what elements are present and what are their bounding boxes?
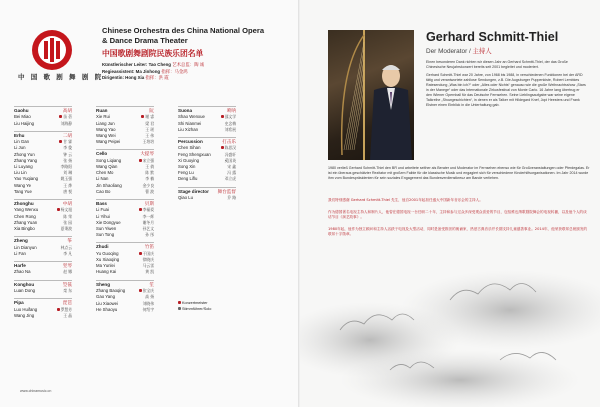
member-name: Zhong Yun bbox=[14, 151, 35, 157]
roster-column-1 bbox=[14, 106, 72, 323]
section-title-text: Ruan bbox=[96, 108, 108, 113]
section-title bbox=[178, 187, 236, 195]
director-cn: 指挥：马金鸿 bbox=[161, 68, 188, 74]
member-name-cn: 王 伟 bbox=[145, 133, 154, 139]
member-name-cn: 陈 默 bbox=[145, 170, 154, 176]
roster-section bbox=[178, 187, 236, 202]
member-name-cn: 邓立虎 bbox=[224, 176, 236, 182]
member-row bbox=[96, 307, 154, 313]
member-name: Liu Xiaowei bbox=[96, 300, 118, 306]
member-row bbox=[14, 269, 72, 275]
member-name: Liu Lin bbox=[14, 170, 27, 176]
roster-section bbox=[14, 236, 72, 257]
member-row bbox=[178, 127, 236, 133]
cn-paragraph-1: 我们特别感谢 Gerhard Schmitt-Thiel 先生，他自2001年起担任盛大中国新年音乐会的主持人。 bbox=[328, 198, 483, 202]
section-title-text: Erhu bbox=[14, 132, 25, 138]
cn-paragraph-2: 作为德国著名电视主持人和制片人，他曾在德国电视一台任职二十年，主持和参与过众多深受观众喜爱的节目，包括维也纳歌剧院舞会的电视转播，以及他个人的谈话节目《演艺故事》。 bbox=[328, 210, 587, 220]
member-name-cn: 钟 云 bbox=[63, 151, 72, 157]
member-name-cn: 栾 东 bbox=[63, 288, 72, 294]
member-name-cn: 唐 悦 bbox=[63, 188, 72, 194]
member-name-cn: 王 烨 bbox=[63, 182, 72, 188]
member-name: Luan Dong bbox=[14, 288, 36, 294]
member-name-cn: 曹 波 bbox=[145, 188, 154, 194]
member-name-cn: 刘海静 bbox=[60, 120, 72, 126]
section-title-text: Gaohu bbox=[14, 108, 29, 113]
member-row bbox=[96, 232, 154, 238]
member-name-cn: 王培培 bbox=[142, 139, 154, 145]
legend-concertmeister: Konzertmeister bbox=[182, 301, 208, 305]
member-row bbox=[14, 121, 72, 127]
section-title bbox=[96, 106, 154, 114]
concertmeister-marker-icon bbox=[139, 289, 142, 292]
member-name-cn: 谢 睿 bbox=[141, 114, 154, 120]
member-name: Ma Yunlei bbox=[96, 263, 115, 269]
section-title-cn: 竹笛 bbox=[144, 244, 154, 250]
member-name: Huang Kai bbox=[96, 269, 117, 275]
section-title bbox=[96, 280, 154, 288]
member-name: Feng Lu bbox=[178, 170, 194, 176]
concertmeister-marker-icon bbox=[139, 208, 142, 211]
member-name-cn: 张 园 bbox=[63, 219, 72, 225]
member-name: He Shaoyu bbox=[96, 306, 118, 312]
member-name-cn: 张宝庆 bbox=[139, 288, 154, 294]
member-name-cn: 冯 露 bbox=[227, 170, 236, 176]
member-name: Li Luyang bbox=[14, 164, 33, 170]
concertmeister-marker-icon bbox=[59, 140, 62, 143]
member-row bbox=[96, 189, 154, 195]
moderator-role-cn: 主持人 bbox=[472, 48, 492, 55]
conductor: Dirigentin: Hong Xia bbox=[102, 75, 145, 81]
artistic-leader-cn: 艺术总监：陶 诚 bbox=[172, 62, 205, 67]
section-title-text: Stage director bbox=[178, 188, 209, 194]
leadership-list bbox=[102, 62, 204, 82]
member-name: Feng Shengxuan bbox=[178, 151, 211, 157]
member-name-cn: 宋立强 bbox=[139, 158, 154, 164]
member-name-cn: 甘 霖 bbox=[59, 139, 72, 145]
concertmeister-marker-icon bbox=[139, 159, 142, 162]
section-title-text: Cello bbox=[96, 151, 108, 157]
moderator-role-de: Der Moderator / bbox=[426, 48, 473, 55]
orchestra-logo-icon bbox=[30, 28, 74, 72]
concertmeister-marker-icon bbox=[221, 146, 224, 149]
member-name: Shao Wenxue bbox=[178, 114, 205, 120]
section-title bbox=[96, 149, 154, 157]
member-name-cn: 陈思汉 bbox=[221, 145, 236, 151]
roster-section bbox=[14, 261, 72, 276]
section-title bbox=[14, 131, 72, 139]
section-title-text: Zhonghu bbox=[14, 201, 34, 207]
member-name: Jin Shaoliang bbox=[96, 182, 122, 188]
member-name: Wang Wei bbox=[96, 133, 116, 139]
section-title-cn: 贝斯 bbox=[144, 201, 154, 207]
artistic-leader: Künstlerischer Leiter: Tao Cheng bbox=[102, 62, 171, 67]
member-name: Chen Sihan bbox=[178, 145, 201, 151]
logo-text: 中 国 歌 剧 舞 剧 院 bbox=[18, 73, 104, 81]
member-name: Xu Xiaoqing bbox=[96, 257, 120, 263]
roster-section bbox=[14, 280, 72, 295]
member-name-cn: 陈 荣 bbox=[63, 213, 72, 219]
member-name: Wang Ye bbox=[14, 182, 32, 188]
member-name: Xie Dongyue bbox=[96, 219, 121, 225]
roster-section bbox=[96, 280, 154, 313]
member-name-cn: 李一辉 bbox=[142, 213, 154, 219]
member-name-cn: 王 晶 bbox=[63, 312, 72, 318]
member-name-cn: 乔 路 bbox=[227, 195, 236, 201]
member-name-cn: 夏秉波 bbox=[60, 226, 72, 232]
member-row bbox=[14, 313, 72, 319]
member-row bbox=[96, 139, 154, 145]
section-title-cn: 唢呐 bbox=[226, 108, 236, 113]
section-title-text: Zheng bbox=[14, 238, 28, 244]
section-title bbox=[14, 199, 72, 207]
member-name: Liu Haijing bbox=[14, 120, 35, 126]
member-name: Wang Peipei bbox=[96, 139, 121, 145]
member-name: Cao Bo bbox=[96, 188, 111, 194]
member-row bbox=[14, 226, 72, 232]
section-title bbox=[14, 280, 72, 288]
member-name: Wang Yao bbox=[96, 126, 116, 132]
member-row bbox=[14, 251, 72, 257]
section-title-cn: 中胡 bbox=[62, 201, 72, 207]
roster-section bbox=[14, 131, 72, 195]
member-name-cn: 李福爱 bbox=[139, 207, 154, 213]
member-name: Yu Guoqing bbox=[96, 250, 119, 256]
member-row bbox=[14, 288, 72, 294]
member-name: Bei Miao bbox=[14, 114, 31, 120]
roster-section bbox=[14, 199, 72, 232]
section-title-cn: 箜篌 bbox=[62, 281, 72, 287]
member-name-cn: 徐晓庆 bbox=[142, 257, 154, 263]
member-name: Li Nan bbox=[96, 176, 109, 182]
member-name: Liu Xizhan bbox=[178, 126, 199, 132]
member-name-cn: 孙 彤 bbox=[145, 232, 154, 238]
section-title-text: Pipa bbox=[14, 300, 24, 306]
member-name: Zhao Na bbox=[14, 269, 31, 275]
member-name-cn: 谢冬月 bbox=[142, 219, 154, 225]
orchestra-title-line1: Chinese Orchestra des China National Opera bbox=[102, 26, 265, 35]
member-name: Li Fan bbox=[14, 250, 26, 256]
member-name: Sun Yiwen bbox=[96, 226, 117, 232]
member-name: Li Yihui bbox=[96, 213, 110, 219]
roster-section bbox=[96, 149, 154, 195]
member-name: Li Jun bbox=[14, 145, 26, 151]
roster-section bbox=[178, 137, 236, 183]
footer-url[interactable]: www.chinamusic.cn bbox=[20, 389, 52, 393]
member-name-cn: 赵 娜 bbox=[63, 269, 72, 275]
conductor-cn: 指挥：洪 霞 bbox=[145, 75, 169, 81]
bio-paragraph-1: Einen besonderen Dank richten wir diesen Jahr an Gerhard Schmitt-Thiel, der das Große Chinesische Neujahrskonzert bereits seit 2001 begleitet und moderiert. bbox=[426, 60, 568, 69]
section-title bbox=[14, 236, 72, 244]
member-name: Song Xin bbox=[178, 164, 196, 170]
section-title-cn: 琵琶 bbox=[62, 300, 72, 306]
member-name: Li Fuai bbox=[96, 207, 109, 213]
section-title-text: Suona bbox=[178, 108, 193, 113]
member-name: Gao Yang bbox=[96, 294, 115, 300]
member-name-cn: 李路阳 bbox=[60, 164, 72, 170]
section-title-cn: 笙 bbox=[149, 281, 154, 287]
member-row bbox=[178, 176, 236, 182]
roster-section bbox=[178, 106, 236, 133]
member-name: Chen Mo bbox=[96, 170, 114, 176]
roster-section bbox=[14, 106, 72, 127]
bio-paragraph-3: 1980 verließ Gerhard Schmitt-Thiel den BR und arbeitete seither als Berater und Moderator im Fernsehen ebenso wie für Großveranstaltungen oder Pferdegalas. Er ist ein überaus geschätzter Rezitator mit großem Faible für die klassische Musik und engagiert sich für verschiedene Kinderhilfsorganisationen. Im Jahr 2014 wurde ihm vom Bundespräsidenten für sein soziales Engagement das Bundesverdienstkreuz am Bande verliehen. bbox=[328, 166, 590, 180]
member-row bbox=[178, 195, 236, 201]
member-name: Xia Bingbo bbox=[14, 226, 35, 232]
member-name: Lin Dianyun bbox=[14, 244, 37, 250]
member-name: Wang Jing bbox=[14, 312, 35, 318]
member-name: Song Liqiang bbox=[96, 157, 122, 163]
member-name: Zhang Yuan bbox=[14, 219, 38, 225]
section-title-cn: 二胡 bbox=[62, 132, 72, 138]
member-name-cn: 李 凡 bbox=[63, 250, 72, 256]
member-name: Tang Yue bbox=[14, 188, 32, 194]
section-title bbox=[14, 261, 72, 269]
concertmeister-marker-icon bbox=[141, 115, 144, 118]
member-name-cn: 冯盛轩 bbox=[224, 151, 236, 157]
section-title bbox=[14, 106, 72, 114]
member-name-cn: 刘希展 bbox=[224, 126, 236, 132]
ink-cloud-decoration-icon bbox=[300, 200, 600, 407]
member-name: Yao Yuqiang bbox=[14, 176, 38, 182]
member-name-cn: 李 楠 bbox=[145, 176, 154, 182]
section-title-text: Harfe bbox=[14, 263, 26, 269]
member-name: Shi Nianmei bbox=[178, 120, 202, 126]
member-name-cn: 王 瑶 bbox=[145, 126, 154, 132]
member-name: Sun Tong bbox=[96, 232, 115, 238]
member-name-cn: 刘 琳 bbox=[63, 170, 72, 176]
section-title bbox=[14, 298, 72, 306]
right-page bbox=[300, 0, 600, 407]
moderator-figure-icon bbox=[366, 60, 414, 160]
section-title-cn: 舞台监督 bbox=[217, 188, 236, 194]
section-title-text: Zhudi bbox=[96, 244, 109, 250]
legend bbox=[178, 300, 211, 312]
bio-paragraph-2: Gerhard Schmitt-Thiel war 20 Jahre, von 1968 bis 1988, in verschiedenen Funktionen bei der ARD tätig und verantwortete zahllose Sendungen, z.B. Die Augsburger Puppenkiste, Robert Lembkes Ratesendung „Was bin ich?“ oder „Alles oder Nichts“ genauso wie die große Weihnachtsshow „Stars in der Manege“ oder das Internationale Zirkusfestival von Monte Carlo. 16 Jahre lang übertrug er den Wiener Opernball für das Deutsche Fernsehen. Seine Lieblingsaufgabe war seine eigene Talkreihe „Showgeschichten“, in denen er als Talker mit Hildegard Knef, Jopi Heesters und Frank Elstner einen Einblick in die Unterhaltung gab. bbox=[426, 73, 586, 107]
concertmeister-marker-icon bbox=[139, 252, 142, 255]
member-row bbox=[96, 269, 154, 275]
member-name: Yang Wenxu bbox=[14, 207, 39, 213]
member-name-cn: 李 俊 bbox=[63, 145, 72, 151]
concertmeister-marker-icon bbox=[57, 308, 60, 311]
member-name-cn: 史念梅 bbox=[224, 120, 236, 126]
section-title-text: Konghou bbox=[14, 281, 35, 287]
orchestra-title bbox=[102, 26, 264, 46]
member-name: Lin Gan bbox=[14, 139, 30, 145]
roster-column-3 bbox=[178, 106, 236, 205]
member-row bbox=[14, 189, 72, 195]
member-name: Qiao Lu bbox=[178, 195, 194, 201]
member-name: Deng Liflu bbox=[178, 176, 198, 182]
concertmeister-marker-icon bbox=[221, 115, 224, 118]
roster-column-2 bbox=[96, 106, 154, 317]
orchestra-title-line2: & Dance Drama Theater bbox=[102, 36, 188, 45]
member-name-cn: 高 扬 bbox=[145, 294, 154, 300]
member-name-cn: 张 扬 bbox=[63, 157, 72, 163]
member-name-cn: 梁 君 bbox=[145, 120, 154, 126]
member-name-cn: 于国庆 bbox=[139, 251, 154, 257]
section-title bbox=[178, 106, 236, 114]
section-title bbox=[178, 137, 236, 145]
member-name-cn: 宋 鑫 bbox=[227, 164, 236, 170]
member-name-cn: 杨文旭 bbox=[57, 207, 72, 213]
member-name-cn: 金少良 bbox=[142, 182, 154, 188]
member-name-cn: 何绍宇 bbox=[142, 306, 154, 312]
moderator-bio bbox=[426, 60, 586, 111]
member-name: Xie Rui bbox=[96, 114, 110, 120]
moderator-name: Gerhard Schmitt-Thiel bbox=[426, 30, 559, 44]
roster-section bbox=[14, 298, 72, 319]
orchestra-title-cn: 中国歌剧舞剧院民族乐团名单 bbox=[102, 49, 204, 58]
legend-stimmfuehrer: Stimmführer/Solo bbox=[182, 307, 212, 311]
section-title-cn: 大提琴 bbox=[140, 151, 154, 157]
solo-marker-icon bbox=[178, 307, 181, 310]
member-name-cn: 马云雷 bbox=[142, 263, 154, 269]
roster-section bbox=[96, 242, 154, 275]
section-title-text: Bass bbox=[96, 201, 107, 207]
member-name: Liang Jun bbox=[96, 120, 115, 126]
member-name-cn: 刘晓伟 bbox=[142, 300, 154, 306]
section-title-text: Sheng bbox=[96, 281, 111, 287]
member-name-cn: 姚玉强 bbox=[60, 176, 72, 182]
member-name-cn: 罗慧芳 bbox=[57, 307, 72, 313]
concertmeister-marker-icon bbox=[57, 208, 60, 211]
member-name-cn: 王 倩 bbox=[145, 164, 154, 170]
member-name-cn: 邵文学 bbox=[221, 114, 236, 120]
section-title-cn: 筝 bbox=[67, 238, 72, 244]
member-name-cn: 林点云 bbox=[60, 244, 72, 250]
member-name: Wang Qian bbox=[96, 164, 118, 170]
member-name: Zhang Yang bbox=[14, 157, 38, 163]
concertmeister-marker-icon bbox=[178, 301, 181, 304]
director: Regieassistent: Ma Jinhong bbox=[102, 68, 161, 74]
member-name-cn: 黄 凯 bbox=[145, 269, 154, 275]
roster-section bbox=[96, 199, 154, 238]
section-title-text: Percussion bbox=[178, 139, 203, 145]
section-title-cn: 高胡 bbox=[62, 108, 72, 113]
member-name: Zhang Baoqing bbox=[96, 288, 126, 294]
member-name-cn: 苗 蓓 bbox=[59, 114, 72, 120]
member-name-cn: 奚国英 bbox=[224, 157, 236, 163]
member-name: Chen Rong bbox=[14, 213, 36, 219]
member-name: Xi Guoying bbox=[178, 157, 200, 163]
section-title-cn: 竖琴 bbox=[62, 263, 72, 269]
member-name-cn: 孙艺文 bbox=[142, 226, 154, 232]
concertmeister-marker-icon bbox=[59, 115, 62, 118]
roster-section bbox=[96, 106, 154, 145]
cn-paragraph-3: 1980年起，他作为独立顾问和主持人活跃于电视及大型活动，同时是备受推崇的朗诵家，热爱古典音乐并长期支持儿童慈善事业。2014年，他荣获联邦总统颁发的联邦十字勋章。 bbox=[328, 227, 588, 237]
moderator-role bbox=[426, 46, 492, 55]
section-title bbox=[96, 199, 154, 207]
member-name: Luo Huifang bbox=[14, 306, 38, 312]
section-title-cn: 阮 bbox=[149, 108, 154, 113]
section-title bbox=[96, 242, 154, 250]
moderator-photo bbox=[328, 30, 414, 160]
section-title-cn: 打击乐 bbox=[222, 139, 236, 145]
